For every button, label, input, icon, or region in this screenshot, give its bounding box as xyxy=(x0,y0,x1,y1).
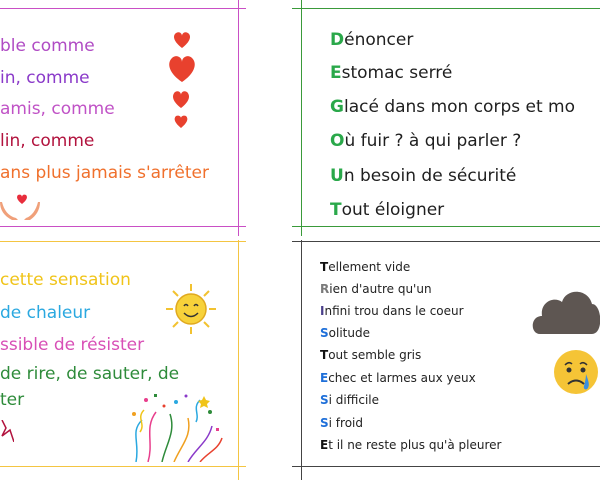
hands-heart-icon xyxy=(0,192,40,222)
card-frame-right xyxy=(238,0,239,236)
card-frame-bottom xyxy=(292,466,600,467)
acrostic-line: Estomac serré xyxy=(330,63,453,83)
card-frame-bottom xyxy=(292,226,600,227)
poem-line: cette sensation xyxy=(0,270,131,290)
poem-line: lin, comme xyxy=(0,131,95,151)
acrostic-line: Tout semble gris xyxy=(320,348,422,362)
acrostic-line: Si froid xyxy=(320,416,363,430)
poem-line: ssible de résister xyxy=(0,335,145,355)
acrostic-line: Si difficile xyxy=(320,393,380,407)
card-frame-top xyxy=(292,241,600,242)
card-frame-left xyxy=(301,0,302,236)
acrostic-line: Solitude xyxy=(320,326,370,340)
card-frame-top xyxy=(0,241,246,242)
acrostic-line: Où fuir ? à qui parler ? xyxy=(330,131,522,151)
confetti-icon xyxy=(126,392,226,462)
acrostic-line: Rien d'autre qu'un xyxy=(320,282,432,296)
poem-line: amis, comme xyxy=(0,99,115,119)
poem-line: ter xyxy=(0,390,25,410)
card-degout xyxy=(292,0,600,236)
smiling-sun-icon xyxy=(164,282,218,336)
hearts-icon xyxy=(164,30,204,134)
card-frame-bottom xyxy=(0,466,246,467)
acrostic-line: Tout éloigner xyxy=(330,200,445,220)
acrostic-line: Et il ne reste plus qu'à pleurer xyxy=(320,438,502,452)
card-frame-right xyxy=(238,240,239,480)
poem-line: in, comme xyxy=(0,68,90,88)
poem-line: de chaleur xyxy=(0,303,91,323)
card-love xyxy=(0,0,246,236)
acrostic-line: Infini trou dans le coeur xyxy=(320,304,464,318)
crying-face-icon xyxy=(552,348,600,400)
poem-line: de rire, de sauter, de xyxy=(0,364,180,384)
card-frame-left xyxy=(301,240,302,480)
card-frame-bottom xyxy=(0,226,246,227)
card-tristesse xyxy=(292,240,600,480)
acrostic-line: Glacé dans mon corps et mo xyxy=(330,97,575,117)
storm-cloud-icon xyxy=(532,282,600,338)
card-joy xyxy=(0,240,246,480)
card-frame-top xyxy=(292,8,600,9)
acrostic-line: Tellement vide xyxy=(320,260,411,274)
sparkle-icon xyxy=(0,420,14,442)
poem-line: ans plus jamais s'arrêter xyxy=(0,163,209,183)
acrostic-line: Un besoin de sécurité xyxy=(330,166,517,186)
card-frame-top xyxy=(0,8,246,9)
acrostic-line: Echec et larmes aux yeux xyxy=(320,371,476,385)
poem-line: ble comme xyxy=(0,36,95,56)
acrostic-line: Dénoncer xyxy=(330,30,414,50)
